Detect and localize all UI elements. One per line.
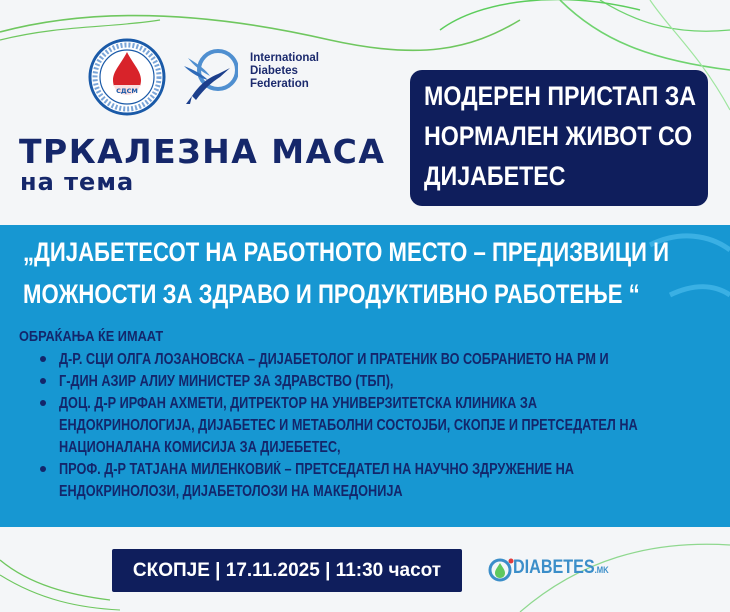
bullet-icon bbox=[40, 356, 46, 362]
event-info-box bbox=[112, 549, 462, 592]
speaker-text: ПРОФ. Д-Р ТАТЈАНА МИЛЕНКОВИЌ – ПРЕТСЕДАТЕЛ НА НАУЧНО ЗДРУЖЕНИЕ НА bbox=[59, 461, 574, 478]
bullet-icon bbox=[40, 400, 46, 406]
topic-box bbox=[410, 70, 708, 206]
info-band bbox=[0, 225, 730, 527]
sdsm-logo bbox=[88, 38, 166, 116]
speaker-item bbox=[40, 349, 700, 371]
diabetes-mk-logo-text bbox=[513, 557, 609, 579]
speaker-text: ДОЦ. Д-Р ИРФАН АХМЕТИ, ДИТРЕКТОР НА УНИВЕРЗИТЕТСКА КЛИНИКА ЗА bbox=[59, 395, 538, 412]
speaker-text: ЕНДОКРИНОЛОЗИ, ДИЈАБЕТОЛОЗИ НА МАКЕДОНИЈА bbox=[59, 483, 403, 500]
site-name: DIABETES bbox=[513, 557, 595, 578]
idf-line-1: International bbox=[250, 52, 320, 64]
speaker-text: НАЦИОНАЛАНА КОМИСИЈА ЗА ДИЈЕБЕТЕС, bbox=[59, 439, 341, 456]
idf-wordmark bbox=[250, 52, 319, 91]
bullet-icon bbox=[40, 378, 46, 384]
topic-line-3: ДИЈАБЕТЕС bbox=[424, 161, 566, 191]
idf-hummingbird-logo bbox=[178, 44, 238, 106]
event-subtitle: на тема bbox=[20, 168, 135, 196]
event-info: СКОПЈЕ | 17.11.2025 | 11:30 часот bbox=[132, 559, 442, 581]
event-title: ТРКАЛЕЗНА МАСА bbox=[19, 132, 386, 171]
idf-line-2: Diabetes bbox=[250, 65, 298, 77]
svg-text:СДСМ: СДСМ bbox=[116, 87, 138, 95]
speaker-text: Д-Р. СЦИ ОЛГА ЛОЗАНОВСКА – ДИЈАБЕТОЛОГ И ПРАТЕНИК ВО СОБРАНИЕТО НА РМ И bbox=[59, 351, 609, 368]
bullet-icon bbox=[40, 466, 46, 472]
topic-line-1: МОДЕРЕН ПРИСТАП ЗА bbox=[424, 81, 697, 111]
speaker-item bbox=[40, 393, 700, 459]
quote-line-2: МОЖНОСТИ ЗА ЗДРАВО И ПРОДУКТИВНО РАБОТЕЊЕ “ bbox=[23, 279, 640, 309]
topic-line-2: НОРМАЛЕН ЖИВОТ СО bbox=[424, 121, 693, 151]
quote-line-1: „ДИЈАБЕТЕСОТ НА РАБОТНОТО МЕСТО – ПРЕДИЗВИЦИ И bbox=[23, 237, 670, 267]
speakers-list bbox=[40, 349, 700, 503]
site-tld: .MK bbox=[594, 565, 609, 575]
speaker-item bbox=[40, 459, 700, 503]
speaker-item bbox=[40, 371, 700, 393]
speaker-text: Г-ДИН АЗИР АЛИУ МИНИСТЕР ЗА ЗДРАВСТВО (ТБП), bbox=[59, 373, 394, 390]
idf-line-3: Federation bbox=[250, 78, 309, 90]
speaker-text: ЕНДОКРИНОЛОГИЈА, ДИЈАБЕТЕС И МЕТАБОЛНИ СОСТОЈБИ, СКОПЈЕ И ПРЕТСЕДАТЕЛ НА bbox=[59, 417, 638, 434]
speakers-heading: ОБРАЌАЊА ЌЕ ИМААТ bbox=[19, 328, 164, 345]
